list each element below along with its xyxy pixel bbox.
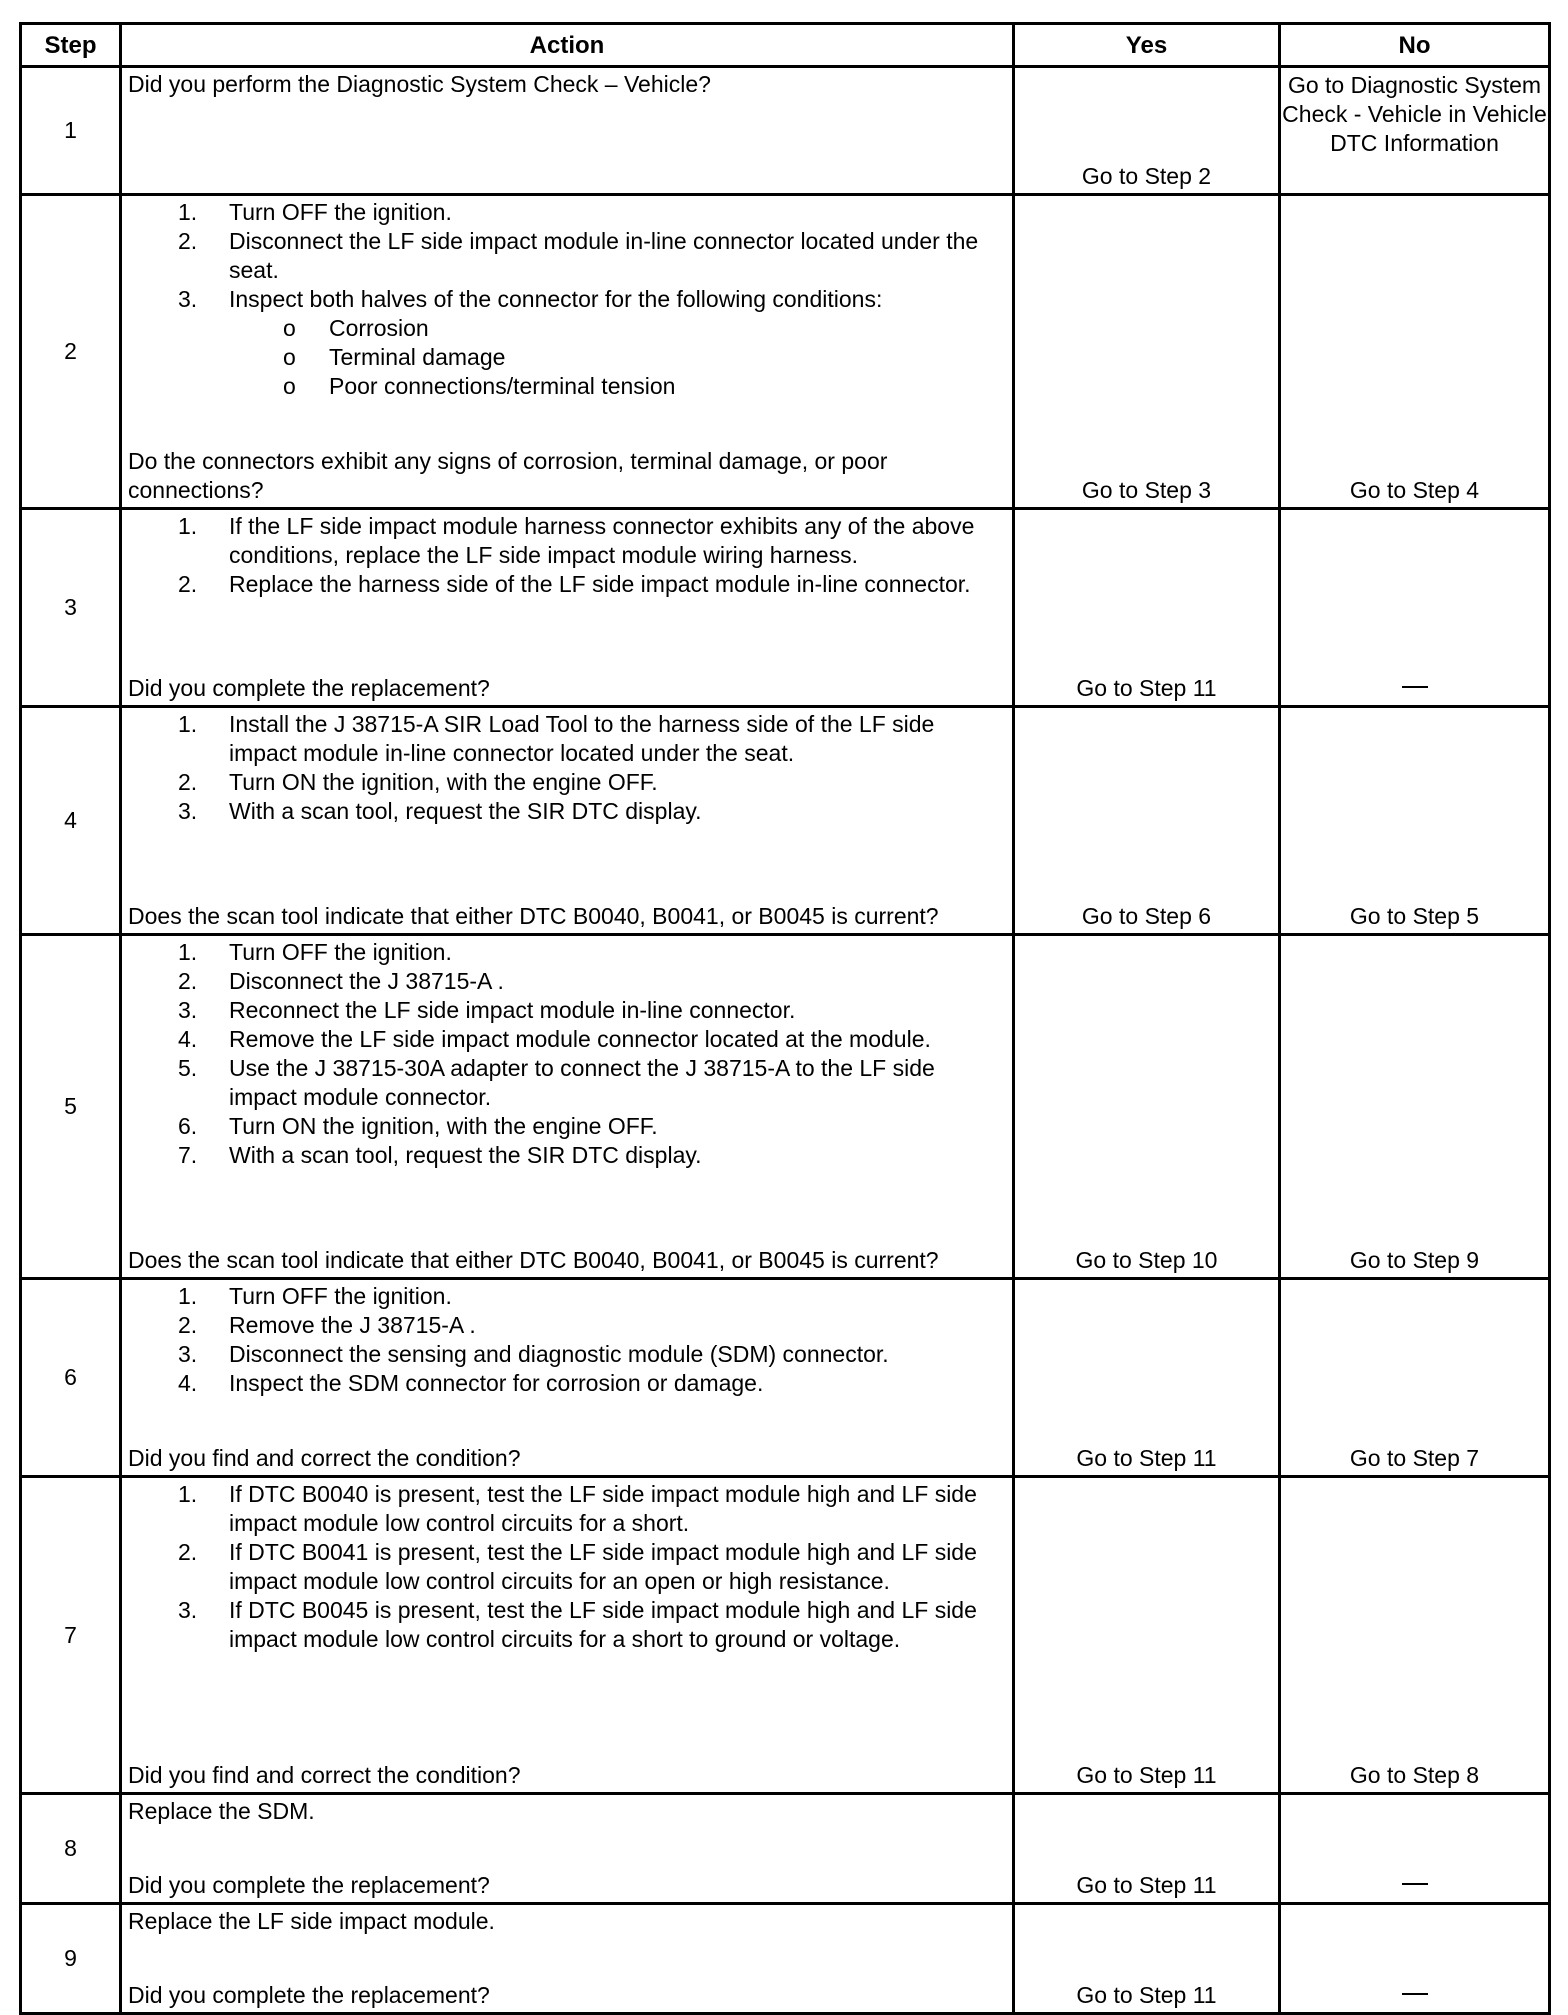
- dash-icon: [1402, 686, 1428, 688]
- table-row-step-2: [21, 195, 1550, 509]
- action-step: 2. Turn ON the ignition, with the engine OFF.: [178, 769, 658, 795]
- action-cell: [121, 707, 1014, 935]
- action-steps: [128, 938, 1006, 1170]
- step-number: 4: [21, 707, 121, 935]
- action-step: 1. Turn OFF the ignition.: [178, 939, 452, 965]
- step-number: 9: [21, 1904, 121, 2014]
- action-step: 3. With a scan tool, request the SIR DTC display.: [178, 798, 702, 824]
- yes-cell: Go to Step 3: [1014, 195, 1280, 509]
- header-yes: Yes: [1014, 24, 1280, 67]
- step-number: 8: [21, 1794, 121, 1904]
- condition-item: o Terminal damage: [283, 344, 506, 370]
- no-cell: Go to Step 8: [1280, 1477, 1550, 1794]
- action-step: 3. Reconnect the LF side impact module in-line connector.: [178, 997, 796, 1023]
- yes-cell: Go to Step 11: [1014, 509, 1280, 707]
- action-step: 3. Inspect both halves of the connector for the following conditions:: [178, 286, 883, 312]
- step-number: 7: [21, 1477, 121, 1794]
- no-cell: Go to Step 9: [1280, 935, 1550, 1279]
- no-cell: Go to Step 4: [1280, 195, 1550, 509]
- action-step: 2. Disconnect the J 38715-A .: [178, 968, 504, 994]
- dash-icon: [1402, 1883, 1428, 1885]
- action-cell: [121, 67, 1014, 195]
- action-step: 6. Turn ON the ignition, with the engine OFF.: [178, 1113, 658, 1139]
- action-step: 4. Remove the LF side impact module connector located at the module.: [178, 1026, 931, 1052]
- table-row-step-4: [21, 707, 1550, 935]
- yes-cell: Go to Step 2: [1014, 67, 1280, 195]
- action-step: 1. Install the J 38715-A SIR Load Tool to the harness side of the LF side impact module in-line connector located under the seat.: [178, 711, 935, 766]
- dash-icon: [1402, 1993, 1428, 1995]
- action-step: 2. If DTC B0041 is present, test the LF side impact module high and LF side impact module low control circuits for an open or high resistance.: [178, 1539, 977, 1594]
- table-row-step-7: [21, 1477, 1550, 1794]
- condition-list: [128, 314, 1006, 401]
- action-step: 2. Replace the harness side of the LF side impact module in-line connector.: [178, 571, 971, 597]
- bullet-icon: o: [283, 373, 296, 399]
- action-step: 3. Disconnect the sensing and diagnostic module (SDM) connector.: [178, 1341, 889, 1367]
- yes-cell: Go to Step 11: [1014, 1794, 1280, 1904]
- table-row-step-5: [21, 935, 1550, 1279]
- condition-item: o Corrosion: [283, 315, 429, 341]
- action-step: 1. If DTC B0040 is present, test the LF side impact module high and LF side impact module low control circuits for a short.: [178, 1481, 977, 1536]
- header-action: Action: [121, 24, 1014, 67]
- question-text: Did you complete the replacement?: [128, 1982, 490, 2008]
- action-steps: [128, 1282, 1006, 1398]
- question-text: Do the connectors exhibit any signs of corrosion, terminal damage, or poor connections?: [128, 448, 888, 503]
- table-row-step-1: [21, 67, 1550, 195]
- yes-cell: Go to Step 11: [1014, 1477, 1280, 1794]
- yes-cell: Go to Step 6: [1014, 707, 1280, 935]
- question-text: Does the scan tool indicate that either DTC B0040, B0041, or B0045 is current?: [128, 1247, 939, 1273]
- step-number: 5: [21, 935, 121, 1279]
- step-number: 2: [21, 195, 121, 509]
- no-cell: Go to Step 5: [1280, 707, 1550, 935]
- no-cell: [1280, 1794, 1550, 1904]
- no-cell: [1280, 509, 1550, 707]
- action-cell: [121, 195, 1014, 509]
- action-step: 7. With a scan tool, request the SIR DTC display.: [178, 1142, 702, 1168]
- bullet-icon: o: [283, 315, 296, 341]
- bullet-icon: o: [283, 344, 296, 370]
- table-row-step-3: [21, 509, 1550, 707]
- no-cell: [1280, 1904, 1550, 2014]
- no-cell: Go to Diagnostic System Check - Vehicle in Vehicle DTC Information: [1280, 67, 1550, 195]
- step-number: 3: [21, 509, 121, 707]
- yes-cell: Go to Step 10: [1014, 935, 1280, 1279]
- action-steps: [128, 1480, 1006, 1654]
- yes-cell: Go to Step 11: [1014, 1904, 1280, 2014]
- action-cell: [121, 1904, 1014, 2014]
- question-text: Did you complete the replacement?: [128, 1872, 490, 1898]
- table-row-step-8: [21, 1794, 1550, 1904]
- action-step: 5. Use the J 38715-30A adapter to connect the J 38715-A to the LF side impact module connector.: [178, 1055, 935, 1110]
- action-cell: [121, 1477, 1014, 1794]
- action-step: 4. Inspect the SDM connector for corrosion or damage.: [178, 1370, 764, 1396]
- action-cell: [121, 1794, 1014, 1904]
- question-text: Did you find and correct the condition?: [128, 1762, 521, 1788]
- header-step: Step: [21, 24, 121, 67]
- question-text: Did you complete the replacement?: [128, 675, 490, 701]
- action-text: Replace the LF side impact module.: [128, 1908, 495, 1934]
- action-step: 1. Turn OFF the ignition.: [178, 1283, 452, 1309]
- action-steps: [128, 198, 1006, 314]
- question-text: Did you perform the Diagnostic System Check – Vehicle?: [128, 71, 711, 97]
- action-cell: [121, 1279, 1014, 1477]
- action-steps: [128, 710, 1006, 826]
- question-text: Did you find and correct the condition?: [128, 1445, 521, 1471]
- action-step: 2. Disconnect the LF side impact module in-line connector located under the seat.: [178, 228, 979, 283]
- table-row-step-6: [21, 1279, 1550, 1477]
- action-step: 1. Turn OFF the ignition.: [178, 199, 452, 225]
- table-row-step-9: [21, 1904, 1550, 2014]
- condition-item: o Poor connections/terminal tension: [283, 373, 676, 399]
- yes-cell: Go to Step 11: [1014, 1279, 1280, 1477]
- header-no: No: [1280, 24, 1550, 67]
- diagnostic-table: [19, 22, 1551, 2015]
- header-row: [21, 24, 1550, 67]
- step-number: 6: [21, 1279, 121, 1477]
- action-text: Replace the SDM.: [128, 1798, 315, 1824]
- action-step: 1. If the LF side impact module harness connector exhibits any of the above conditions, replace the LF side impact module wiring harness.: [178, 513, 975, 568]
- action-cell: [121, 509, 1014, 707]
- step-number: 1: [21, 67, 121, 195]
- no-cell: Go to Step 7: [1280, 1279, 1550, 1477]
- action-step: 3. If DTC B0045 is present, test the LF side impact module high and LF side impact module low control circuits for a short to ground or voltage.: [178, 1597, 977, 1652]
- action-step: 2. Remove the J 38715-A .: [178, 1312, 476, 1338]
- question-text: Does the scan tool indicate that either DTC B0040, B0041, or B0045 is current?: [128, 903, 939, 929]
- action-steps: [128, 512, 1006, 599]
- action-cell: [121, 935, 1014, 1279]
